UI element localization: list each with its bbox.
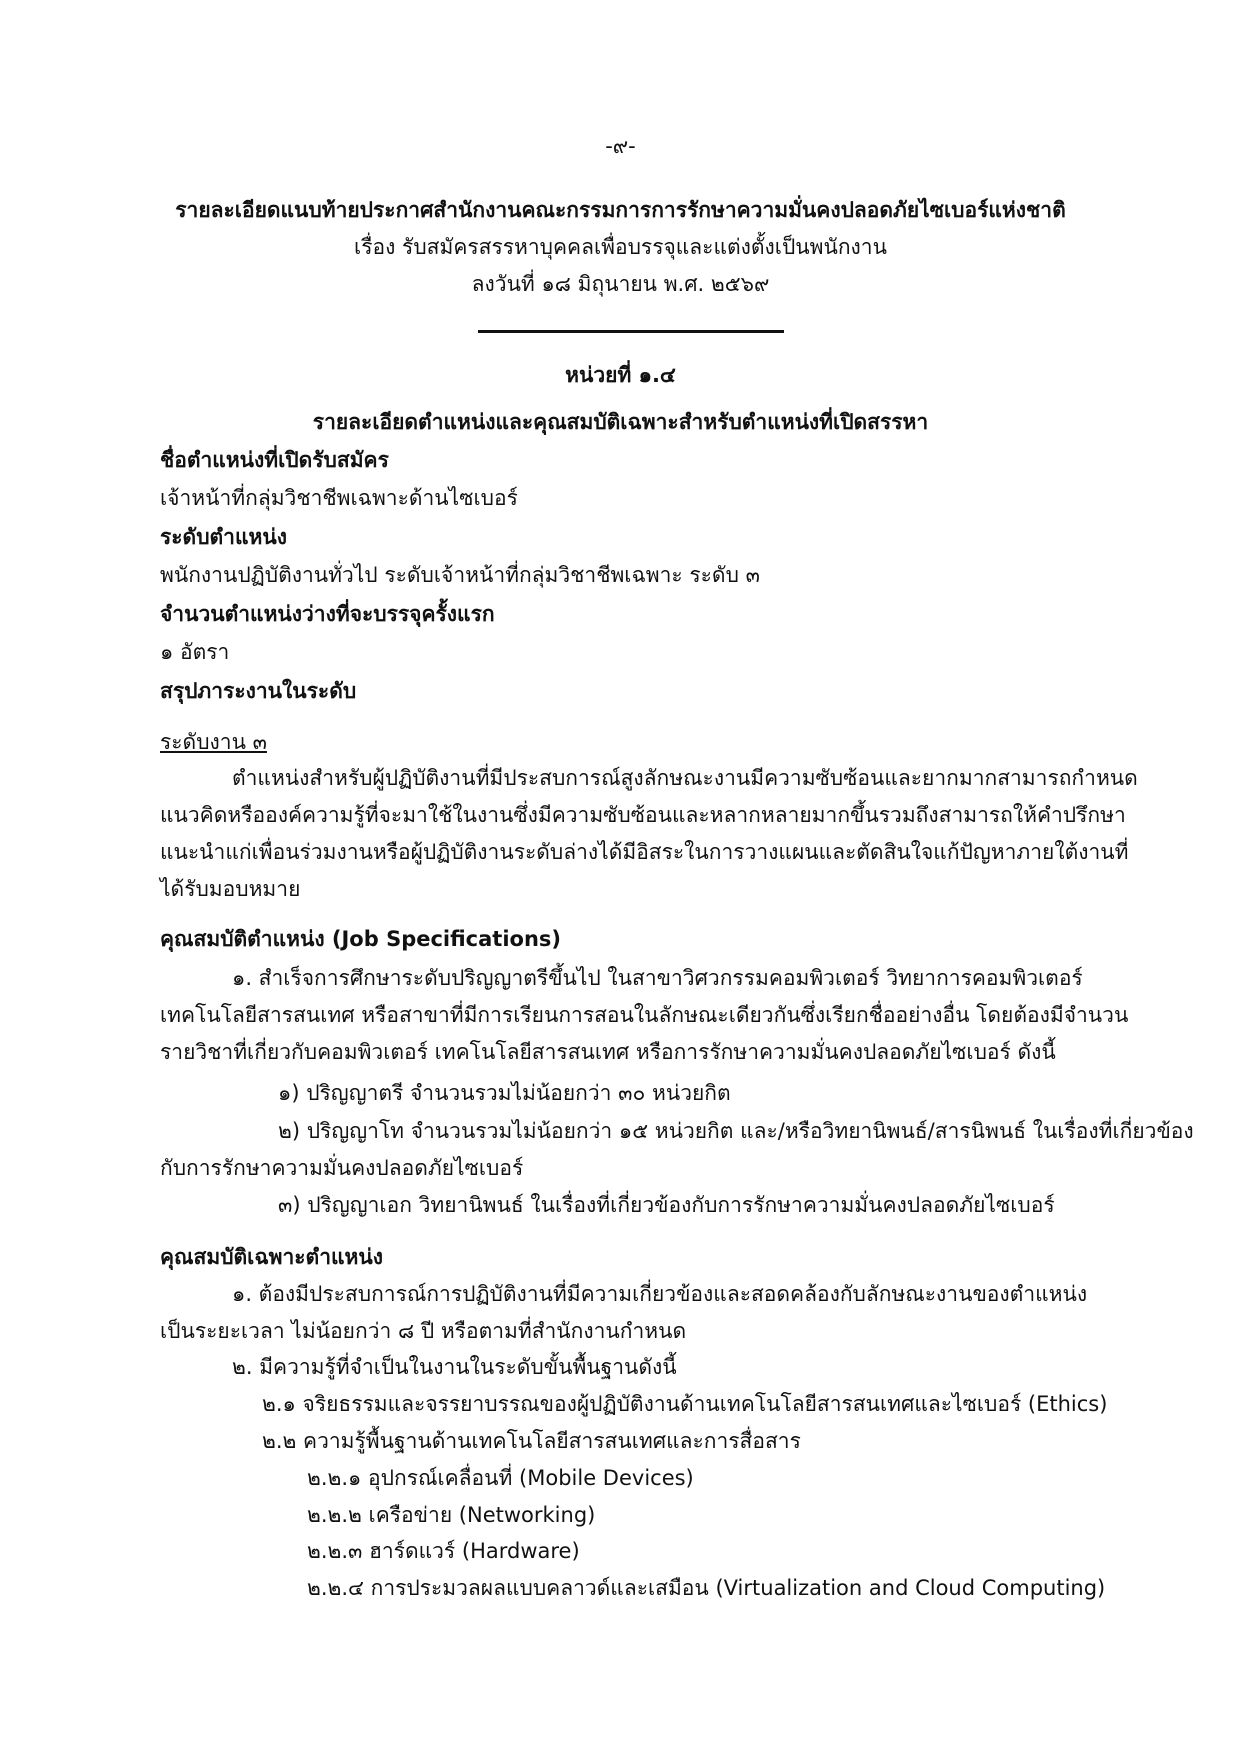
specific-subitem: ๒.๒.๓ ฮาร์ดแวร์ (Hardware) — [307, 1539, 580, 1563]
job-spec-line: รายวิชาที่เกี่ยวกับคอมพิวเตอร์ เทคโนโลยีสารสนเทศ หรือการรักษาความมั่นคงปลอดภัยไซเบอร์ ดังนี้ — [160, 1040, 1056, 1064]
vacancy-count: ๑ อัตรา — [160, 640, 230, 664]
title-divider — [478, 330, 784, 333]
degree-master-cont: กับการรักษาความมั่นคงปลอดภัยไซเบอร์ — [160, 1156, 524, 1180]
specific-heading: คุณสมบัติเฉพาะตำแหน่ง — [160, 1245, 383, 1269]
position-name: เจ้าหน้าที่กลุ่มวิชาชีพเฉพาะด้านไซเบอร์ — [160, 486, 518, 510]
workload-heading: สรุปภาระงานในระดับ — [160, 679, 357, 703]
unit-title: หน่วยที่ ๑.๔ — [565, 363, 676, 387]
workload-level-label: ระดับงาน ๓ — [160, 730, 267, 754]
degree-bachelor: ๑) ปริญญาตรี จำนวนรวมไม่น้อยกว่า ๓๐ หน่วยกิต — [278, 1081, 731, 1105]
specific-subitem: ๒.๒.๑ อุปกรณ์เคลื่อนที่ (Mobile Devices) — [307, 1466, 694, 1490]
job-spec-heading: คุณสมบัติตำแหน่ง (Job Specifications) — [160, 927, 562, 951]
workload-line: แนวคิดหรือองค์ความรู้ที่จะมาใช้ในงานซึ่งมีความซับซ้อนและหลากหลายมากขึ้นรวมถึงสามารถให้คำปรึกษา — [160, 803, 1126, 827]
specific-item-2-1: ๒.๑ จริยธรรมและจรรยาบรรณของผู้ปฏิบัติงานด้านเทคโนโลยีสารสนเทศและไซเบอร์ (Ethics) — [262, 1392, 1108, 1416]
position-level-heading: ระดับตำแหน่ง — [160, 525, 287, 549]
specific-item-2: ๒. มีความรู้ที่จำเป็นในงานในระดับขั้นพื้นฐานดังนี้ — [232, 1355, 677, 1379]
document-subject: เรื่อง รับสมัครสรรหาบุคคลเพื่อบรรจุและแต่งตั้งเป็นพนักงาน — [354, 235, 887, 259]
workload-line: ได้รับมอบหมาย — [160, 877, 301, 901]
job-spec-line: ๑. สำเร็จการศึกษาระดับปริญญาตรีขึ้นไป ในสาขาวิศวกรรมคอมพิวเตอร์ วิทยาการคอมพิวเตอร์ — [232, 966, 1083, 990]
specific-item-2-2: ๒.๒ ความรู้พื้นฐานด้านเทคโนโลยีสารสนเทศและการสื่อสาร — [262, 1429, 801, 1453]
specific-line: ๑. ต้องมีประสบการณ์การปฏิบัติงานที่มีความเกี่ยวข้องและสอดคล้องกับลักษณะงานของตำแหน่ง — [232, 1282, 1088, 1306]
workload-line: แนะนำแก่เพื่อนร่วมงานหรือผู้ปฏิบัติงานระดับล่างได้มีอิสระในการวางแผนและตัดสินใจแก้ปัญหาภายใต้งานที่ — [160, 840, 1129, 864]
position-level: พนักงานปฏิบัติงานทั่วไป ระดับเจ้าหน้าที่กลุ่มวิชาชีพเฉพาะ ระดับ ๓ — [160, 563, 760, 587]
document-title: รายละเอียดแนบท้ายประกาศสำนักงานคณะกรรมการการรักษาความมั่นคงปลอดภัยไซเบอร์แห่งชาติ — [175, 198, 1066, 222]
degree-doctoral: ๓) ปริญญาเอก วิทยานิพนธ์ ในเรื่องที่เกี่ยวข้องกับการรักษาความมั่นคงปลอดภัยไซเบอร์ — [278, 1193, 1055, 1217]
specific-line: เป็นระยะเวลา ไม่น้อยกว่า ๘ ปี หรือตามที่สำนักงานกำหนด — [160, 1319, 687, 1343]
page-number: -๙- — [605, 134, 636, 158]
vacancy-heading: จำนวนตำแหน่งว่างที่จะบรรจุครั้งแรก — [160, 602, 495, 626]
specific-subitem: ๒.๒.๔ การประมวลผลแบบคลาวด์และเสมือน (Virtualization and Cloud Computing) — [307, 1576, 1106, 1600]
document-date: ลงวันที่ ๑๘ มิถุนายน พ.ศ. ๒๕๖๙ — [471, 272, 770, 296]
unit-subtitle: รายละเอียดตำแหน่งและคุณสมบัติเฉพาะสำหรับตำแหน่งที่เปิดสรรหา — [312, 410, 929, 434]
position-name-heading: ชื่อตำแหน่งที่เปิดรับสมัคร — [160, 448, 389, 472]
degree-master: ๒) ปริญญาโท จำนวนรวมไม่น้อยกว่า ๑๕ หน่วยกิต และ/หรือวิทยานิพนธ์/สารนิพนธ์ ในเรื่องที่เกี่ยวข้อง — [278, 1119, 1194, 1143]
specific-subitem: ๒.๒.๒ เครือข่าย (Networking) — [307, 1503, 596, 1527]
job-spec-line: เทคโนโลยีสารสนเทศ หรือสาขาที่มีการเรียนการสอนในลักษณะเดียวกันซึ่งเรียกชื่ออย่างอื่น โดยต้องมีจำนวน — [160, 1003, 1129, 1027]
workload-line: ตำแหน่งสำหรับผู้ปฏิบัติงานที่มีประสบการณ์สูงลักษณะงานมีความซับซ้อนและยากมากสามารถกำหนด — [232, 766, 1138, 790]
